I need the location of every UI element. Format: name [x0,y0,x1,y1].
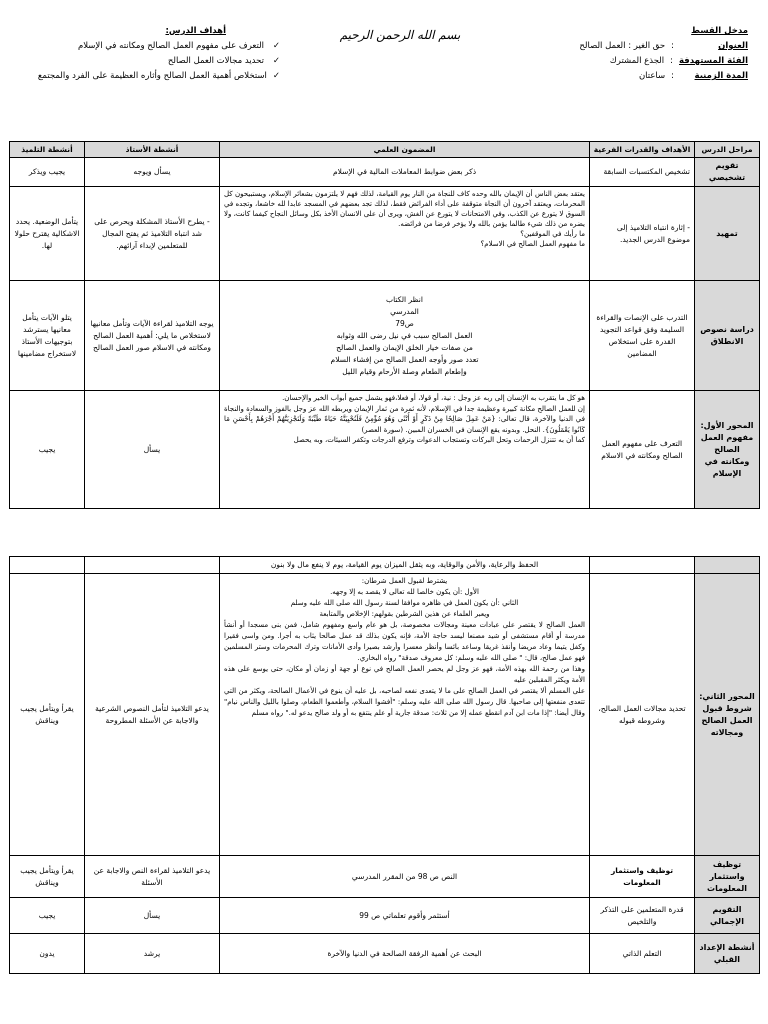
goal-cell: التدرب على الإنصات والقراءة السليمة وفق قواعد التجويد القدرة على استخلاص المضامين [590,281,695,391]
stage-cell: المحور الثاني: شروط قبول العمل الصالح ومجالاته [695,574,760,856]
header-student: أنشطة التلميذ [10,142,85,158]
student-cell: يجيب ويذكر [10,158,85,187]
table-header-row [10,142,760,158]
teacher-cell [85,557,220,574]
info-row-audience: الفئة المستهدفة : الجذع المشترك [520,54,748,69]
goal-cell: التعلم الذاتي [590,934,695,974]
content-cell: ذكر بعض ضوابط المعاملات المالية في الإسلام [220,158,590,187]
goal-cell [590,557,695,574]
student-cell: يقرأ ويتأمل يجيب ويناقش [10,574,85,856]
goal-cell: التعرف على مفهوم العمل الصالح ومكانته في الاسلام [590,391,695,509]
goal-item: ✓ التعرف على مفهوم العمل الصالح ومكانته في الإسلام [68,39,280,54]
lesson-table-part1 [9,141,760,509]
student-cell: يجيب [10,898,85,934]
content-cell: أستثمر وأقوم تعلماتي ص 99 [220,898,590,934]
checkmark-icon: ✓ [272,41,280,51]
info-row-title: العنوان : حق الغير : العمل الصالح [520,39,748,54]
table-row [10,557,760,574]
checkmark-icon: ✓ [272,56,280,66]
header-content: المضمون العلمي [220,142,590,158]
goal-cell: - إثارة انتباه التلاميذ إلى موضوع الدرس الجديد. [590,187,695,281]
student-cell: يدون [10,934,85,974]
stage-cell: تمهيد [695,187,760,281]
table-row [10,574,760,856]
content-cell: هو كل ما يتقرب به الإنسان إلى ربه عز وجل : نية، أو قولا، أو فعلا،فهو يشمل جميع أبواب الخير والإحسان. إن للعمل الصالح مكانة كبيرة وعظيمة جدا في الإسلام، لأنه ثمرة من ثمار الإيمان ويربطه الله عز وجل بالفوز والسعادة والنجاة في الدنيا والآخرة، قال تعالى: {مَنْ عَمِلَ صَالِحًا مِنْ ذَكَرٍ أَوْ أُنْثَى وَهُوَ مُؤْمِنٌ فَلَنُحْيِيَنَّهُ حَيَاةً طَيِّبَةً وَلَنَجْزِيَنَّهُمْ أَجْرَهُمْ بِأَحْسَنِ مَا كَانُوا يَعْمَلُونَ}. النحل. وبدونه يقع الإنسان في الخسران المبين. (سورة العصر) كما أن به تتنزل الرحمات وتحل البركات وتستجاب الدعوات وترفع الدرجات وتكفر السيئات، وبه يحصل [220,391,590,509]
goal-cell: تشخيص المكتسبات السابقة [590,158,695,187]
table-row [10,187,760,281]
teacher-cell: يسأل [85,898,220,934]
info-value: ساعتان [638,71,666,81]
teacher-cell: يوجه التلاميذ لقراءة الآيات وتأمل معانيها لاستخلاص ما يلي: أهمية العمل الصالح ومكانته في الاسلام صور العمل الصالح [85,281,220,391]
teacher-cell: يسأل [85,391,220,509]
content-cell: النص ص 98 من المقرر المدرسي [220,856,590,898]
stage-cell: أنشطة الإعداد القبلي [695,934,760,974]
stage-cell: دراسة نصوص الانطلاق [695,281,760,391]
stage-cell: تقويم تشخيصي [695,158,760,187]
info-row-section [520,24,748,39]
table-row [10,934,760,974]
table-row [10,158,760,187]
goal-cell: تحديد مجالات العمل الصالح، وشروطه قبوله [590,574,695,856]
table-row [10,281,760,391]
info-label: الفئة المستهدفة [679,56,748,66]
goal-item: ✓ تحديد مجالات العمل الصالح [68,54,280,69]
student-cell: يتأمل الوضعية. يحدد الاشكالية يقترح حلولا لها. [10,187,85,281]
table-row [10,391,760,509]
goals-title: أهداف الدرس: [165,26,226,36]
stage-cell [695,557,760,574]
content-cell: انظر الكتاب المدرسي ص79 العمل الصالح سبب في نيل رضى الله وثوابه من صفات خيار الخلق الإيمان والعمل الصالح تعدد صور وأوجه العمل الصالح من إفشاء السلام وإطعام الطعام وصلة الأرحام وقيام الليل [220,281,590,391]
student-cell [10,557,85,574]
info-value: الجذع المشترك [609,56,665,66]
student-cell: يتلو الآيات يتأمل معانيها يسترشد بتوجيهات الأستاذ لاستخراج مضامينها [10,281,85,391]
stage-cell: التقويم الإجمالي [695,898,760,934]
goal-cell: قدرة المتعلمين على التذكر والتلخيص [590,898,695,934]
content-cell: يعتقد بعض الناس أن الإيمان بالله وحده كاف للنجاة من النار يوم القيامة، لذلك فهم لا يلتزمون بشعائر الإسلام، ويستبيحون كل المحرمات، ويعتقد آخرون أن النجاة متوقفة على أداء الفرائض فقط، لذلك تجد بعضهم في المسجد عابدا لله خاشعا، وتجده في السوق لا يتورع عن الكذب، وفي الامتحانات لا يتورع عن الغش، ويرى أن على الانسان الأخذ بكل وسائل النجاح كيفما كانت، ولا يضره من ذلك شيء طالما يؤمن بالله ولا يؤخر فرضا من فرائضه. ما رأيك في الموقفين؟ ما مفهوم العمل الصالح في الاسلام؟ [220,187,590,281]
stage-cell: توظيف واستثمار المعلومات [695,856,760,898]
student-cell: يقرأ ويتأمل يجيب ويناقش [10,856,85,898]
table-row [10,856,760,898]
content-cell: الحفظ والرعاية، والأمن والوقاية، وبه يثقل الميزان يوم القيامة، يوم لا ينفع مال ولا بنون [220,557,590,574]
teacher-cell: يدعو التلاميذ لقراءة النص والاجابة عن الأسئلة [85,856,220,898]
info-row-duration: المدة الزمنية : ساعتان [520,69,748,84]
lesson-table-part2 [9,556,760,974]
teacher-cell: - يطرح الأستاذ المشكلة ويحرص على شد انتباه التلاميذ ثم يفتح المجال للمتعلمين لإبداء آرائهم. [85,187,220,281]
goal-cell: توظيف واستثمار المعلومات [590,856,695,898]
header-stage: مراحل الدرس [695,142,760,158]
info-value: حق الغير : العمل الصالح [579,41,666,51]
teacher-cell: يدعو التلاميذ لتأمل النصوص الشرعية والاجابة عن الأسئلة المطروحة [85,574,220,856]
info-label: مدخل القسط [691,26,748,36]
student-cell: يجيب [10,391,85,509]
header-teacher: أنشطة الأستاذ [85,142,220,158]
content-cell: البحث عن أهمية الرفقة الصالحة في الدنيا والآخرة [220,934,590,974]
teacher-cell: يرشد [85,934,220,974]
lesson-info [520,24,748,84]
info-label: العنوان [718,41,748,51]
goal-item: ✓ استخلاص أهمية العمل الصالح وأثاره العظيمة على الفرد والمجتمع [68,69,280,84]
teacher-cell: يسأل ويوجه [85,158,220,187]
basmala-calligraphy: بسم الله الرحمن الرحيم [339,28,461,42]
info-label: المدة الزمنية [694,71,748,81]
header-goals: الأهداف والقدرات الفرعية [590,142,695,158]
checkmark-icon: ✓ [272,71,280,81]
table-row [10,898,760,934]
stage-cell: المحور الأول: مفهوم العمل الصالح ومكانته في الإسلام [695,391,760,509]
lesson-goals [37,24,280,84]
content-cell: يشترط لقبول العمل شرطان: الأول :أن يكون خالصا لله تعالى لا يقصد به إلا وجهه. الثاني :أن يكون العمل في ظاهره موافقا لسنة رسول الله صلى الله عليه وسلم ويعبر العلماء عن هذين الشرطين بقولهم: الإخلاص والمتابعة العمل الصالح لا يقتصر على عبادات معينة ومجالات مخصوصة، بل هو عام واسع ومفهوم شامل، فمن بنى مسجدا أو أنشأ مدرسة أو أقام مستشفى أو شيد مصنعا ليسد حاجة الأمة، فإنه يكون بذلك قد عمل صالحا يثاب به أجرا. ومن واسى فقيرا وكفل يتيما وعاد مريضا وأنقذ غريقا وساعد بائسا وأنظر معسرا وأرشد بصيرا وأدى الأمانات وترك المحرمات وستر المسلمين فهو عمل صالح، قال: " صلى الله عليه وسلم: كل معروف صدقة" رواه البخاري. وهذا من رحمة الله بهذه الأمة، فهو عز وجل لم يحصر العمل الصالح في نوع أو جهة أو زمان أو مكان، حتى يوسع على هذه الأمة ويكثر المقبلين عليه على المسلم ألا يقتصر في العمل الصالح على ما لا يتعدى نفعه لصاحبه، بل عليه أن ينوع في الأعمال الصالحة، ويكثر من التي تتعدى منفعتها إلى صاحبها. قال رسول الله صلى الله عليه وسلم: "أفشوا السلام، وأطعموا الطعام، وصلوا بالليل والناس نيام" وقال أيضا: "إذا مات ابن آدم انقطع عمله إلا من ثلاث: صدقة جارية أو علم ينتفع به أو ولد صالح يدعو له." رواه مسلم [220,574,590,856]
